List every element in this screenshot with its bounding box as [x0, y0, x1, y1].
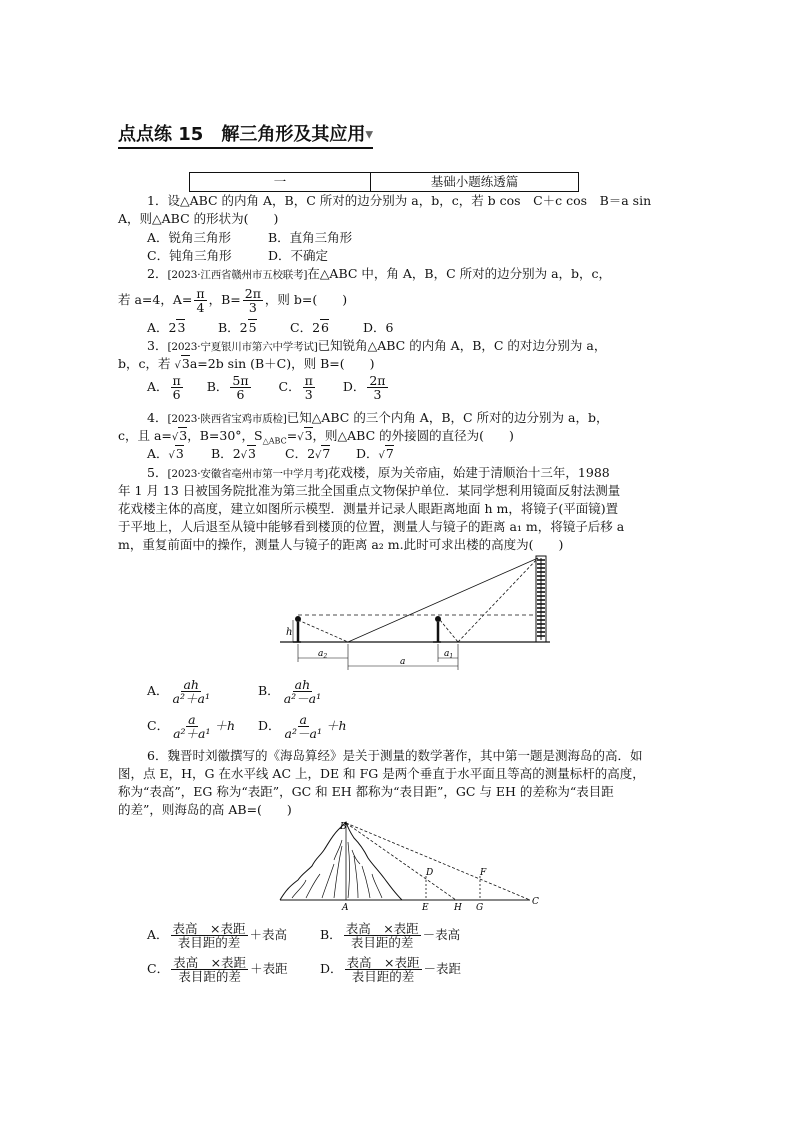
- person-icon: [433, 616, 441, 642]
- frac-den: 表目距的差: [178, 969, 241, 984]
- q2-option-a: [147, 320, 185, 336]
- opt-label: C．: [285, 446, 308, 461]
- q4-line2-c: =: [286, 428, 298, 443]
- coef: 2: [307, 446, 316, 461]
- section-number: 一: [190, 173, 371, 191]
- reflect-line-1: [348, 558, 538, 642]
- sqrt-rad: 3: [304, 428, 313, 443]
- label-C: C: [532, 897, 539, 907]
- label-a2: $a_2$: [318, 649, 328, 660]
- q2-line2-a: 若 a=4，A=: [118, 292, 193, 307]
- q5-frac-c: [171, 713, 212, 740]
- frac-den: 3: [373, 387, 382, 402]
- sight-BC: [346, 823, 530, 900]
- q2-line1: [147, 266, 611, 283]
- q4-source: [2023·陕西省宝鸡市质检]: [167, 413, 287, 425]
- q6-island-figure: [276, 820, 548, 912]
- title-marker-icon: ▼: [365, 129, 374, 141]
- q3-options: [147, 372, 390, 402]
- q2-frac-b: [243, 287, 263, 314]
- opt-label: B．: [320, 927, 342, 942]
- q5-text: 花戏楼，原为关帝庙，始建于清顺治十三年，1988: [327, 465, 610, 480]
- q6-line1: 6．魏晋时刘徽撰写的《海岛算经》是关于测量的数学著作，其中第一题是测海岛的高．如: [147, 748, 643, 763]
- q3-frac-c: [303, 374, 315, 401]
- q5-mirror-figure: [280, 552, 552, 672]
- q2-line2: [118, 285, 347, 315]
- q6-option-b: [320, 918, 460, 952]
- q4-text: 已知△ABC 的三个内角 A，B，C 所对的边分别为 a，b，: [286, 410, 609, 425]
- frac-den: 3: [248, 300, 257, 315]
- q5-option-a: [147, 676, 214, 706]
- opt-tail: ＋表高: [249, 927, 288, 942]
- q5-number: 5．: [147, 465, 168, 480]
- q5-source: [2023·安徽省亳州市第一中学月考]: [167, 468, 328, 480]
- opt-label: D．: [342, 379, 366, 394]
- q2-number: 2．: [147, 266, 168, 281]
- q6-option-d: [320, 952, 461, 986]
- sqrt-rad: 3: [179, 428, 188, 443]
- sqrt-rad: 6: [321, 320, 329, 335]
- opt-label: C．: [147, 961, 170, 976]
- frac-num: π: [172, 373, 181, 388]
- frac-den: 6: [236, 387, 245, 402]
- sight-line-2: [440, 620, 458, 642]
- q5-option-b: [258, 676, 325, 706]
- frac-num: ah: [294, 677, 311, 692]
- reflect-line-2: [458, 558, 538, 642]
- sqrt-rad: 5: [248, 320, 257, 335]
- sqrt-rad: 3: [181, 356, 190, 371]
- q3-text: 已知锐角△ABC 的内角 A，B，C 的对边分别为 a，: [317, 338, 607, 353]
- frac-den: 4: [196, 300, 205, 315]
- q4-line2-d: ，则△ABC 的外接圆的直径为( ): [312, 428, 514, 443]
- opt-label: D．: [356, 446, 379, 461]
- frac-num: a: [299, 712, 307, 727]
- label-D: D: [426, 868, 434, 878]
- frac-den: a²－a¹: [284, 726, 322, 741]
- page-title: [118, 120, 373, 149]
- opt-label: A．: [147, 927, 169, 942]
- q4-line2-a: c，且 a=: [118, 428, 172, 443]
- frac-num: 5π: [232, 373, 249, 388]
- q4-option-a: A．√3: [147, 446, 184, 461]
- q3-line1: [147, 338, 606, 355]
- q1-option-b: B．直角三角形: [268, 230, 353, 245]
- frac-den: 表目距的差: [351, 969, 415, 984]
- q1-line2: A，则△ABC 的形状为( ): [118, 211, 279, 226]
- q4-option-b: B．2√3: [211, 446, 256, 461]
- sqrt-rad: 7: [385, 446, 394, 461]
- opt-label: C．: [147, 718, 170, 733]
- label-F: F: [480, 868, 487, 878]
- frac-num: 2π: [244, 286, 261, 301]
- q2-line2-b: ，B=: [208, 292, 241, 307]
- frac-num: 表高 ×表距: [173, 955, 247, 970]
- opt-label: D．: [258, 718, 281, 733]
- sight-line-1: [298, 620, 348, 642]
- sqrt-rad: 3: [248, 446, 256, 461]
- frac-den: 3: [304, 387, 313, 402]
- q3-line2-a: b，c，若: [118, 356, 175, 371]
- opt-label: A．: [147, 446, 169, 461]
- label-h: h: [286, 627, 293, 638]
- frac-num: ah: [183, 677, 199, 692]
- sqrt-rad: 7: [322, 446, 331, 461]
- q4-line2: c，且 a=√3，B=30°，$S_{\triangle ABC}=√3$，则△ABC 的外接圆的直径为( ): [118, 428, 514, 446]
- label-B: B: [340, 822, 347, 832]
- q3-number: 3．: [147, 338, 168, 353]
- opt-label: A．: [147, 379, 169, 394]
- opt-label: B．: [258, 683, 280, 698]
- q5-line2: 年 1 月 13 日被国务院批准为第三批全国重点文物保护单位．某同学想利用镜面反射法测量: [118, 483, 621, 498]
- q3-line2: b，c，若 √3a=2b sin (B＋C)，则 B=( ): [118, 356, 375, 371]
- opt-label: D．: [320, 961, 343, 976]
- q2-text: 在△ABC 中，角 A，B，C 所对的边分别为 a，b，c，: [307, 266, 612, 281]
- opt-tail: ＋h: [214, 718, 236, 733]
- coef: 2: [232, 446, 241, 461]
- q6-option-a: [147, 918, 287, 952]
- q5-frac-b: [282, 678, 323, 705]
- sight-BH: [346, 823, 456, 900]
- opt-tail: ＋表距: [250, 961, 288, 976]
- opt-tail: ＋h: [325, 718, 347, 733]
- frac-den: 6: [172, 387, 181, 402]
- person-icon: [293, 616, 301, 642]
- island-shading: [292, 842, 382, 898]
- q5-line3: 花戏楼主体的高度，建立如图所示模型．测量并记录人眼距离地面 h m，将镜子(平面镜)置: [118, 501, 619, 516]
- frac-num: π: [196, 286, 205, 301]
- q2-option-b: [218, 320, 257, 336]
- frac-den: a²＋a¹: [172, 691, 210, 706]
- frac-num: 表高 ×表距: [172, 921, 246, 936]
- frac-den: 表目距的差: [350, 935, 414, 950]
- q4-line2-b: ，B=30°，S: [187, 428, 263, 443]
- q2-frac-a: [194, 287, 206, 314]
- q4-option-d: D．√7: [356, 446, 394, 461]
- q6-frac-d: [345, 956, 422, 983]
- island-outline: [280, 822, 402, 900]
- q5-option-c: [147, 711, 235, 741]
- q2-option-c: [290, 320, 329, 336]
- opt-label: C．: [278, 379, 301, 394]
- frac-num: 表高 ×表距: [345, 921, 419, 936]
- q1-option-c: C．钝角三角形: [147, 248, 232, 263]
- q3-source: [2023·宁夏银川市第六中学考试]: [167, 341, 318, 353]
- q2-line2-c: ，则 b=( ): [264, 292, 348, 307]
- q5-line1: [147, 465, 610, 482]
- label-H: H: [454, 903, 462, 912]
- q3-frac-a: [171, 374, 183, 401]
- q6-option-c: [147, 952, 288, 986]
- label-a1: $a_1$: [444, 649, 454, 660]
- section-name: 基础小题练透篇: [430, 174, 519, 189]
- frac-den: a²－a¹: [283, 691, 322, 706]
- label-E: E: [422, 903, 429, 912]
- opt-label: B．2: [218, 320, 248, 335]
- q2-option-d: D．6: [363, 320, 394, 335]
- sqrt-rad: 3: [175, 446, 184, 461]
- q6-line3: 称为“表高”，EG 称为“表距”，GC 和 EH 都称为“表目距”，GC 与 EH 的差称为“表目距: [118, 784, 614, 799]
- q2-source: [2023·江西省赣州市五校联考]: [167, 269, 308, 281]
- q6-line4: 的差”，则海岛的高 AB=( ): [118, 802, 292, 817]
- section-header: [189, 172, 579, 192]
- label-a: a: [400, 657, 406, 667]
- opt-label: A．2: [147, 320, 177, 335]
- q3-line2-b: a=2b sin (B＋C)，则 B=( ): [189, 356, 375, 371]
- q6-frac-a: [171, 922, 248, 949]
- q5-line5: m，重复前面中的操作，测量人与镜子的距离 a₂ m.此时可求出楼的高度为( ): [118, 537, 564, 552]
- q5-line4: 于平地上，人后退至从镜中能够看到楼顶的位置，测量人与镜子的距离 a₁ m，将镜子后移 a: [118, 519, 625, 534]
- label-A: A: [342, 903, 349, 912]
- q1-line1: 1．设△ABC 的内角 A，B，C 所对的边分别为 a，b，c，若 b cos C＋c cos B＝a sin: [147, 193, 652, 208]
- frac-num: π: [304, 373, 313, 388]
- q5-frac-a: [171, 678, 212, 705]
- frac-den: a²＋a¹: [173, 726, 211, 741]
- q6-frac-c: [171, 956, 248, 983]
- opt-label: A．: [147, 683, 169, 698]
- q1-option-d: D．不确定: [268, 248, 329, 263]
- q1-option-a: A．锐角三角形: [147, 230, 232, 245]
- frac-den: 表目距的差: [177, 935, 241, 950]
- q3-frac-b: [230, 374, 250, 401]
- label-G: G: [476, 903, 484, 912]
- q4-line1: [147, 410, 608, 427]
- q5-frac-d: [283, 713, 324, 740]
- frac-num: a: [188, 712, 196, 727]
- opt-tail: －表距: [423, 961, 462, 976]
- q4-area-sub: △ABC: [262, 436, 287, 446]
- q4-option-c: C．2√7: [285, 446, 331, 461]
- page-title-text: 点点练 15 解三角形及其应用: [118, 124, 366, 145]
- opt-tail: －表高: [422, 927, 461, 942]
- frac-num: 2π: [369, 373, 386, 388]
- q6-frac-b: [344, 922, 421, 949]
- q6-line2: 图，点 E，H，G 在水平线 AC 上，DE 和 FG 是两个垂直于水平面且等高的测量标杆的高度，: [118, 766, 645, 781]
- q5-option-d: [258, 711, 347, 741]
- q4-number: 4．: [147, 410, 168, 425]
- opt-label: C．2: [290, 320, 321, 335]
- opt-label: B．: [211, 446, 233, 461]
- q3-frac-d: [367, 374, 387, 401]
- sqrt-rad: 3: [177, 320, 186, 335]
- frac-num: 表高 ×表距: [346, 955, 420, 970]
- opt-label: B．: [206, 379, 229, 394]
